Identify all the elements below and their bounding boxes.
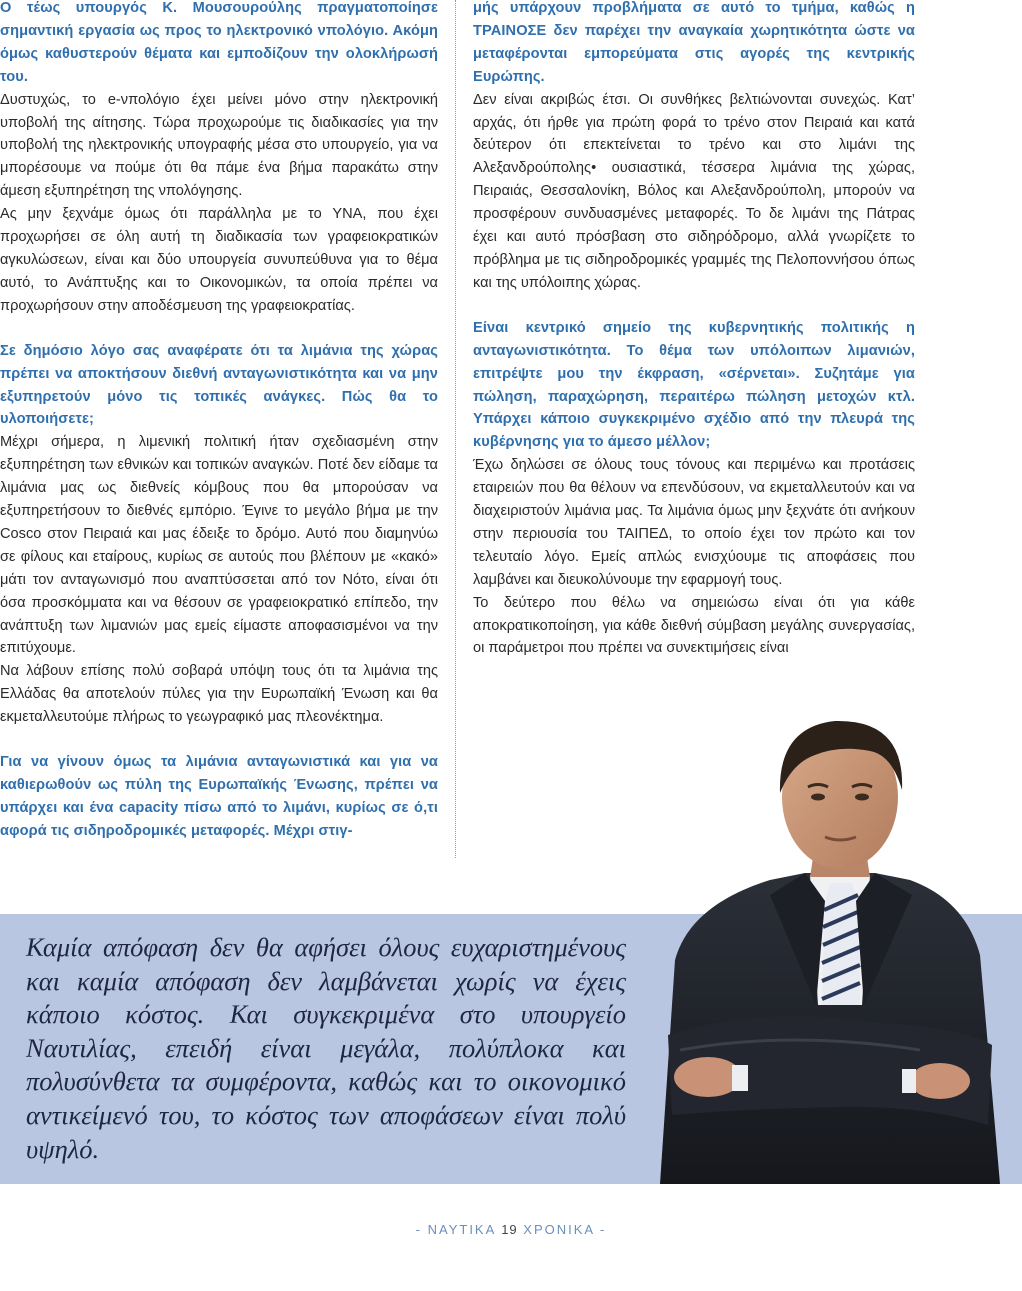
answer-paragraph: Δεν είναι ακριβώς έτσι. Οι συνθήκες βελτιώνονται συνεχώς. Κατ’ αρχάς, ότι ήρθε για πρώτη φορά το τρένο στον Πειραιά και κατά δεύτερον ότι επεκτείνεται το τρένο και στο λιμάνι της Αλεξανδρούπολης• ουσιαστικά, τέσσερα λιμάνια της χώρας, Πειραιάς, Θεσσαλονίκη, Βόλος και Αλεξανδρούπολη, μπορούν να προσφέρουν συνδυασμένες μεταφορές. Το δε λιμάνι της Πάτρας έχει και αυτό πρόσβαση στο σιδηρόδρομο, αλλά γνωρίζετε το πρόβλημα με τις σιδηροδρομικές γραμμές της Πελοποννήσου όπως και της υπόλοιπης χώρας.: [473, 91, 915, 291]
question-rail-capacity-cont: μής υπάρχουν προβλήματα σε αυτό το τμήμα, καθώς η ΤΡΑΙΝΟΣΕ δεν παρέχει την αναγκαία χωρητικότητα ώστε να μεταφέρονται εμπορεύματα στις αγορές της κεντρικής Ευρώπης.: [473, 0, 915, 85]
answer-paragraph: Να λάβουν επίσης πολύ σοβαρά υπόψη τους ότι τα λιμάνια της Ελλάδας θα αποτελούν πύλες για την Ευρωπαϊκή Ένωση και θα εκμεταλλευτούμε πλήρως το γεωγραφικό μας πλεονέκτημα.: [0, 663, 438, 726]
footer-magazine-left: - ΝΑΥΤΙΚΑ: [415, 1222, 496, 1237]
right-column: [473, 0, 915, 660]
question-rail-capacity: Για να γίνουν όμως τα λιμάνια ανταγωνιστικά και για να καθιερωθούν ως πύλη της Ευρωπαϊκής Ένωσης, πρέπει να υπάρχει και ένα capacity πίσω από το λιμάνι, κυρίως σε ό,τι αφορά τις σιδηροδρομικές μεταφορές. Μέχρι στιγ-: [0, 754, 438, 839]
answer-paragraph: Μέχρι σήμερα, η λιμενική πολιτική ήταν σχεδιασμένη στην εξυπηρέτηση των εθνικών και τοπικών αναγκών. Ποτέ δεν είδαμε τα λιμάνια μας ως διεθνείς κόμβους που θα μπορούσαν να εξυπηρετήσουν το διεθνές εμπόριο. Έγινε το μεγάλο βήμα με την Cosco στον Πειραιά και μας έδειξε το δρόμο. Αυτό που διαμηνύω σε φίλους και εταίρους, κυρίως σε αυτούς που βλέπουν με «κακό» μάτι τον ανταγωνισμό που αναπτύσσεται από τον Νότο, είναι ότι όσα προσκόμματα και να θέσουν σε γραφειοκρατικό επίπεδο, την ανάπτυξη των λιμανιών μας εμείς είμαστε αποφασισμένοι να την επιτύχουμε.: [0, 434, 438, 657]
page-footer: [0, 1222, 1022, 1237]
question-ports-competitiveness: Σε δημόσιο λόγο σας αναφέρατε ότι τα λιμάνια της χώρας πρέπει να αποκτήσουν διεθνή ανταγωνιστικότητα και να μην εξυπηρετούν μόνο τις τοπικές ανάγκες. Πώς θα το υλοποιήσετε;: [0, 342, 438, 428]
page-number: 19: [501, 1222, 518, 1237]
hand: [910, 1063, 970, 1099]
answer-paragraph: Έχω δηλώσει σε όλους τους τόνους και περιμένω και προτάσεις εταιρειών που θα θέλουν να επενδύσουν, να εκμεταλλευτούν και να διαχειριστούν λιμάνια μας. Τα λιμάνια όμως μην ξεχνάτε ότι ανήκουν στην περιουσία του ΤΑΙΠΕΔ, το οποίο έχει τον πρώτο και τον τελευταίο λόγο. Εμείς απλώς ενισχύουμε τις αποφάσεις που λαμβάνει και διευκολύνουμε την εφαρμογή τους.: [473, 457, 915, 588]
hand: [674, 1057, 742, 1097]
answer-paragraph: Δυστυχώς, το e-νπολόγιο έχει μείνει μόνο στην ηλεκτρονική υποβολή της αίτησης. Τώρα προχωρούμε τις διαδικασίες για την υποβολή της ηλεκτρονικής υπογραφής μέσα στο υπουργείο, για να μπορέσουμε να πούμε ότι θα πάμε ένα βήμα παρακάτω στην άμεση εξυπηρέτηση της νπολόγησης.: [0, 91, 438, 200]
answer-paragraph: Το δεύτερο που θέλω να σημειώσω είναι ότι για κάθε αποκρατικοποίηση, για κάθε διεθνή σύμβαση μεγάλης συνεργασίας, οι παράμετροι που πρέπει να συνεκτιμήσεις είναι: [473, 594, 915, 657]
column-divider: [455, 0, 456, 858]
question-intro: Ο τέως υπουργός Κ. Μουσουρούλης πραγματοποίησε σημαντική εργασία ως προς το ηλεκτρονικό νπολόγιο. Ακόμη όμως καθυστερούν θέματα και εμποδίζουν την ολοκλήρωσή του.: [0, 0, 438, 85]
footer-magazine-right: ΧΡΟΝΙΚΑ -: [523, 1222, 607, 1237]
question-government-plan: Είναι κεντρικό σημείο της κυβερνητικής πολιτικής η ανταγωνιστικότητα. Το θέμα των υπόλοιπων λιμανιών, επιτρέψτε μου την έκφραση, «σέρνεται». Συζητάμε για πώληση, παραχώρηση, περαιτέρω πώληση μετοχών κτλ. Υπάρχει κάποιο συγκεκριμένο σχέδιο από την πλευρά της κυβέρνησης για το άμεσο μέλλον;: [473, 319, 915, 451]
portrait-photo: [620, 705, 1022, 1184]
pull-quote: Καμία απόφαση δεν θα αφήσει όλους ευχαριστημένους και καμία απόφαση δεν λαμβάνεται χωρίς να έχεις κάποιο κόστος. Και συγκεκριμένα στο υπουργείο Ναυτιλίας, επειδή είναι μεγάλα, πολύπλοκα και πολυσύνθετα τα συμφέροντα, καθώς και το οικονομικό αντικείμενό του, το κόστος των αποφάσεων είναι πολύ υψηλό.: [26, 932, 626, 1164]
answer-paragraph: Ας μην ξεχνάμε όμως ότι παράλληλα με το ΥΝΑ, που έχει προχωρήσει σε όλη αυτή τη διαδικασία των γραφειοκρατικών αγκυλώσεων, είναι και δύο υπουργεία συνυπεύθυνα για το θέμα αυτό, το Ανάπτυξης και το Οικονομικών, τα οποία πρέπει να προχωρήσουν στην αποδέσμευση της γραφειοκρατίας.: [0, 206, 438, 314]
left-column: [0, 0, 438, 843]
